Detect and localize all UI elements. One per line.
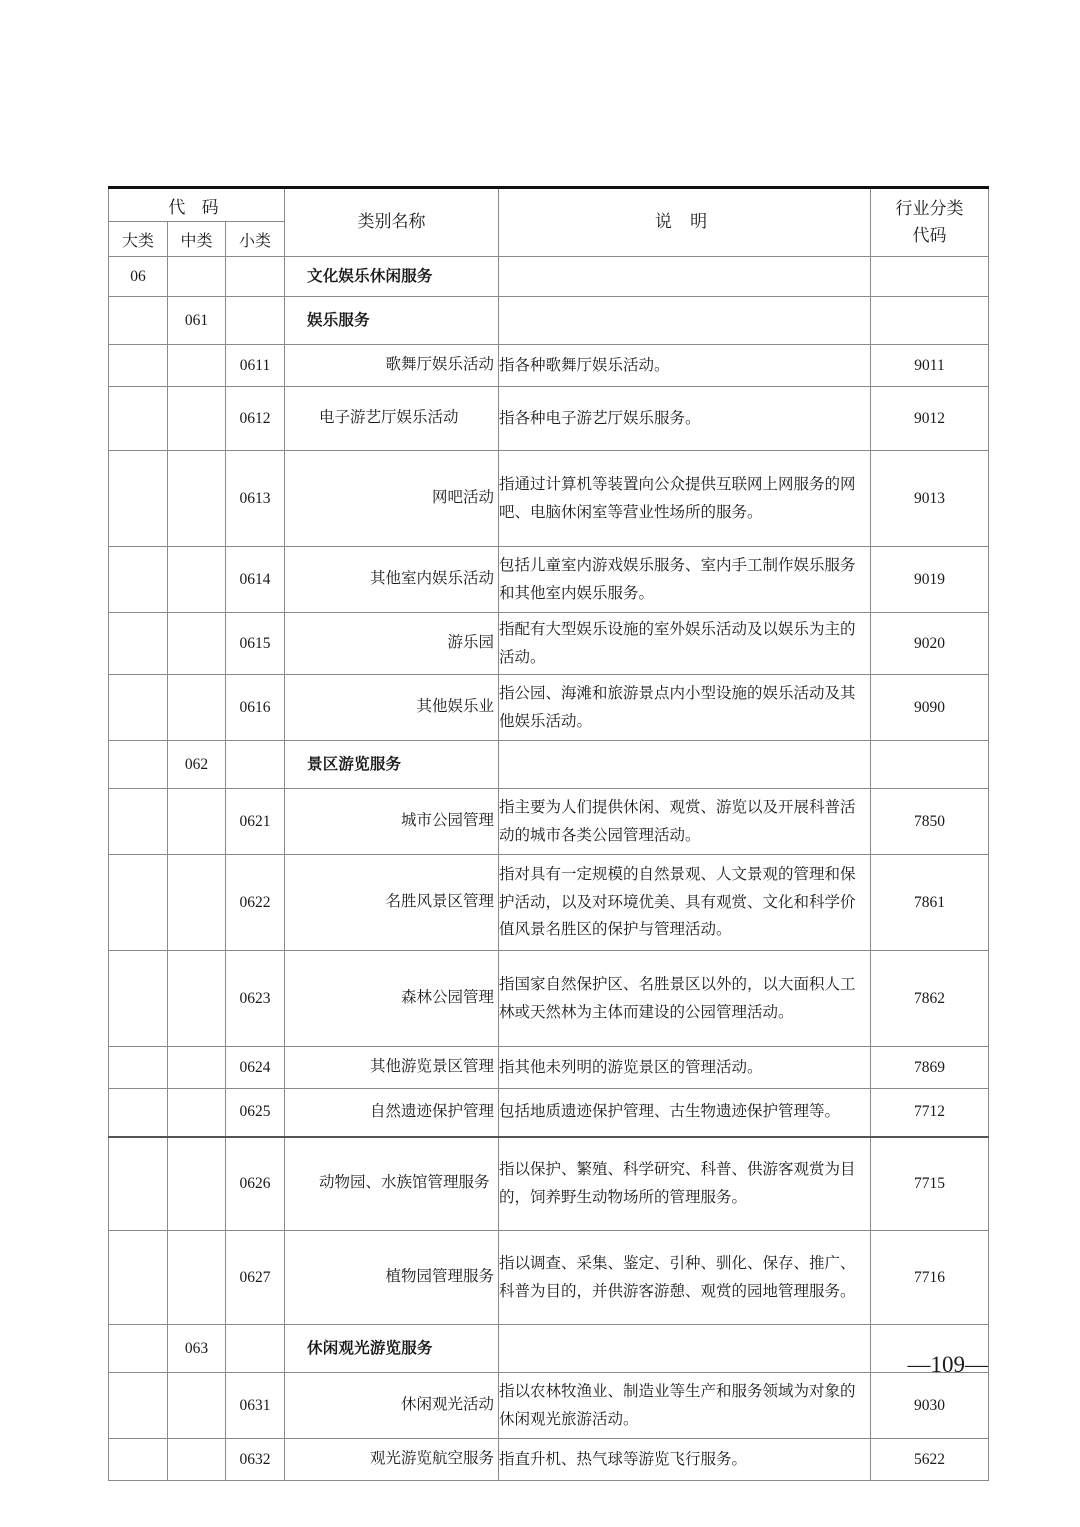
cell-description: 指国家自然保护区、名胜景区以外的，以大面积人工林或天然林为主体而建设的公园管理活动。	[499, 951, 871, 1047]
cell-major-code	[109, 1325, 168, 1373]
cell-minor-code: 0615	[226, 613, 285, 675]
cell-industry-code: 7712	[871, 1089, 989, 1137]
cell-middle-code	[168, 675, 226, 741]
cell-middle-code	[168, 547, 226, 613]
cell-description: 指配有大型娱乐设施的室外娱乐活动及以娱乐为主的活动。	[499, 613, 871, 675]
cell-description: 包括地质遗迹保护管理、古生物遗迹保护管理等。	[499, 1089, 871, 1137]
cell-minor-code	[226, 257, 285, 297]
table-row	[109, 297, 989, 345]
cell-minor-code: 0613	[226, 451, 285, 547]
category-name-text: 游乐园	[447, 634, 495, 652]
header-description: 说 明	[499, 188, 871, 257]
cell-industry-code: 9030	[871, 1373, 989, 1439]
header-minor: 小类	[226, 222, 285, 257]
cell-category-name	[285, 1137, 499, 1231]
cell-middle-code	[168, 345, 226, 387]
category-name-text: 其他室内娱乐活动	[370, 570, 495, 588]
table-row	[109, 1373, 989, 1439]
cell-description: 指公园、海滩和旅游景点内小型设施的娱乐活动及其他娱乐活动。	[499, 675, 871, 741]
cell-major-code	[109, 1373, 168, 1439]
header-row-top	[109, 188, 989, 222]
cell-middle-code: 061	[168, 297, 226, 345]
cell-description: 指主要为人们提供休闲、观赏、游览以及开展科普活动的城市各类公园管理活动。	[499, 789, 871, 855]
category-name-text: 休闲观光活动	[401, 1396, 495, 1414]
category-name-text: 歌舞厅娱乐活动	[385, 356, 495, 374]
cell-middle-code	[168, 1089, 226, 1137]
table-row	[109, 1231, 989, 1325]
table-row	[109, 387, 989, 451]
table-row	[109, 547, 989, 613]
cell-category-name	[285, 387, 499, 451]
cell-minor-code: 0631	[226, 1373, 285, 1439]
category-name-text: 自然遗迹保护管理	[370, 1102, 495, 1120]
cell-description: 指各种电子游艺厅娱乐服务。	[499, 387, 871, 451]
cell-category-name: 休闲观光游览服务	[285, 1325, 499, 1373]
cell-industry-code: 7716	[871, 1231, 989, 1325]
cell-description: 指各种歌舞厅娱乐活动。	[499, 345, 871, 387]
table-row	[109, 789, 989, 855]
cell-major-code	[109, 613, 168, 675]
cell-category-name	[285, 1439, 499, 1481]
cell-minor-code: 0616	[226, 675, 285, 741]
cell-description: 指其他未列明的游览景区的管理活动。	[499, 1047, 871, 1089]
header-industry-code	[871, 188, 989, 257]
table-row	[109, 451, 989, 547]
cell-category-name	[285, 675, 499, 741]
page-number: —109—	[907, 1352, 988, 1377]
cell-major-code	[109, 675, 168, 741]
cell-category-name	[285, 547, 499, 613]
cell-minor-code	[226, 741, 285, 789]
cell-middle-code: 062	[168, 741, 226, 789]
cell-category-name	[285, 951, 499, 1047]
table-row	[109, 855, 989, 951]
table-row	[109, 1047, 989, 1089]
table-row	[109, 951, 989, 1047]
cell-minor-code: 0624	[226, 1047, 285, 1089]
cell-major-code	[109, 1047, 168, 1089]
cell-industry-code: 5622	[871, 1439, 989, 1481]
cell-major-code	[109, 387, 168, 451]
cell-major-code	[109, 855, 168, 951]
cell-minor-code: 0627	[226, 1231, 285, 1325]
cell-category-name	[285, 789, 499, 855]
cell-minor-code: 0625	[226, 1089, 285, 1137]
cell-description: 包括儿童室内游戏娱乐服务、室内手工制作娱乐服务和其他室内娱乐服务。	[499, 547, 871, 613]
cell-description	[499, 297, 871, 345]
cell-major-code	[109, 1089, 168, 1137]
cell-description: 指直升机、热气球等游览飞行服务。	[499, 1439, 871, 1481]
cell-industry-code: 9013	[871, 451, 989, 547]
cell-major-code	[109, 451, 168, 547]
cell-major-code	[109, 741, 168, 789]
cell-middle-code	[168, 613, 226, 675]
cell-industry-code: 7862	[871, 951, 989, 1047]
cell-category-name	[285, 1089, 499, 1137]
category-name-text: 其他娱乐业	[416, 698, 495, 716]
table-header	[109, 188, 989, 257]
cell-middle-code: 063	[168, 1325, 226, 1373]
cell-middle-code	[168, 387, 226, 451]
category-name-text: 植物园管理服务	[385, 1268, 495, 1286]
cell-minor-code: 0632	[226, 1439, 285, 1481]
header-middle: 中类	[168, 222, 226, 257]
category-name-text: 其他游览景区管理	[370, 1058, 495, 1076]
cell-minor-code: 0626	[226, 1137, 285, 1231]
category-name-text: 名胜风景区管理	[385, 893, 495, 911]
header-category-name: 类别名称	[285, 188, 499, 257]
table-row	[109, 1325, 989, 1373]
cell-middle-code	[168, 789, 226, 855]
cell-industry-code: 9012	[871, 387, 989, 451]
cell-major-code	[109, 297, 168, 345]
cell-description	[499, 1325, 871, 1373]
cell-description: 指以农林牧渔业、制造业等生产和服务领域为对象的休闲观光旅游活动。	[499, 1373, 871, 1439]
table-row	[109, 1439, 989, 1481]
category-name-text: 城市公园管理	[401, 812, 495, 830]
table-row	[109, 345, 989, 387]
cell-category-name	[285, 1373, 499, 1439]
category-name-text: 网吧活动	[432, 489, 495, 507]
category-name-text: 森林公园管理	[401, 989, 495, 1007]
cell-industry-code: 7715	[871, 1137, 989, 1231]
cell-industry-code	[871, 741, 989, 789]
header-industry-code-line2: 代码	[912, 225, 947, 245]
header-major: 大类	[109, 222, 168, 257]
category-name-text: 观光游览航空服务	[370, 1450, 495, 1468]
cell-description	[499, 741, 871, 789]
cell-middle-code	[168, 1231, 226, 1325]
cell-description: 指对具有一定规模的自然景观、人文景观的管理和保护活动，以及对环境优美、具有观赏、文化和科学价值风景名胜区的保护与管理活动。	[499, 855, 871, 951]
cell-major-code	[109, 1231, 168, 1325]
cell-minor-code: 0622	[226, 855, 285, 951]
cell-category-name	[285, 613, 499, 675]
cell-industry-code	[871, 257, 989, 297]
table-row	[109, 675, 989, 741]
header-industry-code-line1: 行业分类	[895, 199, 964, 219]
cell-description	[499, 257, 871, 297]
cell-middle-code	[168, 855, 226, 951]
cell-industry-code	[871, 297, 989, 345]
cell-description: 指以保护、繁殖、科学研究、科普、供游客观赏为目的，饲养野生动物场所的管理服务。	[499, 1137, 871, 1231]
cell-middle-code	[168, 1137, 226, 1231]
classification-table-container	[108, 186, 988, 1481]
cell-industry-code: 9019	[871, 547, 989, 613]
cell-industry-code: 7861	[871, 855, 989, 951]
cell-industry-code: 7869	[871, 1047, 989, 1089]
cell-category-name	[285, 1047, 499, 1089]
cell-major-code	[109, 1137, 168, 1231]
cell-description: 指通过计算机等装置向公众提供互联网上网服务的网吧、电脑休闲室等营业性场所的服务。	[499, 451, 871, 547]
cell-category-name: 娱乐服务	[285, 297, 499, 345]
cell-middle-code	[168, 1439, 226, 1481]
cell-minor-code: 0612	[226, 387, 285, 451]
category-name-text: 电子游艺厅娱乐活动	[319, 409, 459, 427]
cell-middle-code	[168, 257, 226, 297]
cell-major-code	[109, 951, 168, 1047]
cell-major-code	[109, 789, 168, 855]
cell-major-code: 06	[109, 257, 168, 297]
header-code-group: 代 码	[109, 188, 285, 222]
cell-middle-code	[168, 451, 226, 547]
cell-industry-code: 9090	[871, 675, 989, 741]
cell-middle-code	[168, 1373, 226, 1439]
cell-industry-code: 9020	[871, 613, 989, 675]
table-body	[109, 257, 989, 1481]
table-row	[109, 741, 989, 789]
table-row	[109, 613, 989, 675]
table-row	[109, 1089, 989, 1137]
cell-category-name	[285, 1231, 499, 1325]
cell-minor-code: 0614	[226, 547, 285, 613]
cell-industry-code: 7850	[871, 789, 989, 855]
cell-minor-code	[226, 1325, 285, 1373]
cell-category-name	[285, 451, 499, 547]
cell-category-name	[285, 855, 499, 951]
cell-category-name	[285, 345, 499, 387]
cell-category-name: 文化娱乐休闲服务	[285, 257, 499, 297]
category-name-text: 动物园、水族馆管理服务	[319, 1174, 490, 1192]
cell-major-code	[109, 345, 168, 387]
cell-description: 指以调查、采集、鉴定、引种、驯化、保存、推广、科普为目的，并供游客游憩、观赏的园地管理服务。	[499, 1231, 871, 1325]
cell-middle-code	[168, 1047, 226, 1089]
cell-minor-code	[226, 297, 285, 345]
classification-table	[108, 186, 989, 1481]
table-row	[109, 257, 989, 297]
cell-industry-code: 9011	[871, 345, 989, 387]
cell-middle-code	[168, 951, 226, 1047]
cell-minor-code: 0621	[226, 789, 285, 855]
cell-major-code	[109, 1439, 168, 1481]
table-row	[109, 1137, 989, 1231]
cell-minor-code: 0623	[226, 951, 285, 1047]
cell-category-name: 景区游览服务	[285, 741, 499, 789]
cell-minor-code: 0611	[226, 345, 285, 387]
cell-major-code	[109, 547, 168, 613]
